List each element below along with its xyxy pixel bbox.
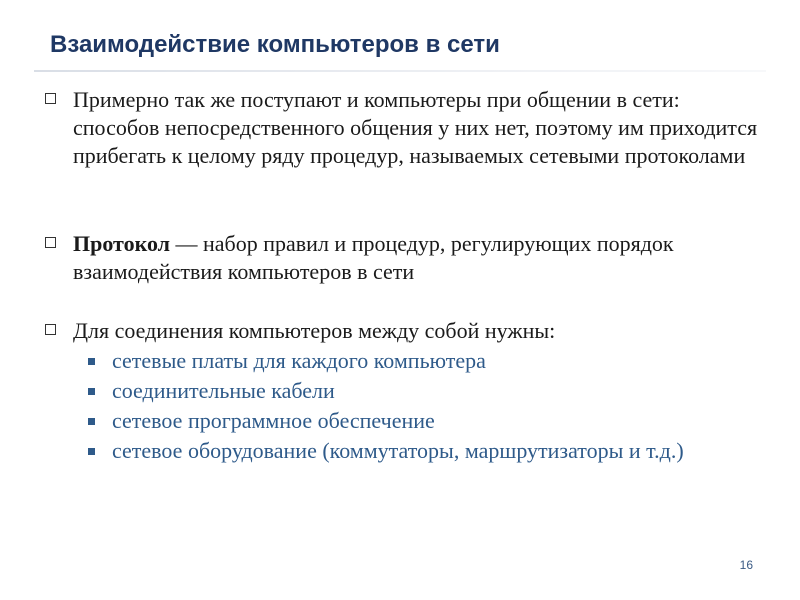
- sub-list-item: [112, 376, 772, 406]
- title-divider: [34, 70, 766, 72]
- hollow-square-icon: [45, 93, 56, 104]
- hollow-square-icon: [45, 237, 56, 248]
- term-definition: — набор правил и процедур, регулирующих порядок взаимодействия компьютеров в сети: [73, 231, 674, 284]
- bullet-item: [73, 317, 763, 345]
- term-protocol: Протокол: [73, 231, 171, 256]
- sub-list-text: сетевое программное обеспечение: [112, 408, 435, 433]
- bullet-item: [73, 86, 763, 170]
- sub-list-item: [112, 346, 772, 376]
- sub-list-text: сетевое оборудование (коммутаторы, маршрутизаторы и т.д.): [112, 438, 684, 463]
- sub-list-item: [112, 406, 772, 436]
- filled-square-icon: [88, 448, 95, 455]
- bullet-text: Для соединения компьютеров между собой нужны:: [73, 318, 556, 343]
- sub-list: [112, 346, 772, 466]
- sub-list-text: соединительные кабели: [112, 378, 335, 403]
- hollow-square-icon: [45, 324, 56, 335]
- filled-square-icon: [88, 388, 95, 395]
- page-number: 16: [739, 558, 753, 572]
- bullet-text: [73, 230, 763, 286]
- slide-title: Взаимодействие компьютеров в сети: [50, 31, 500, 58]
- filled-square-icon: [88, 418, 95, 425]
- sub-list-item: [112, 436, 772, 466]
- bullet-text: Примерно так же поступают и компьютеры при общении в сети: способов непосредственного общения у них нет, поэтому им приходится прибегать к целому ряду процедур, называемых сетевыми протоколами: [73, 87, 758, 168]
- bullet-item: [73, 230, 763, 286]
- sub-list-text: сетевые платы для каждого компьютера: [112, 348, 486, 373]
- filled-square-icon: [88, 358, 95, 365]
